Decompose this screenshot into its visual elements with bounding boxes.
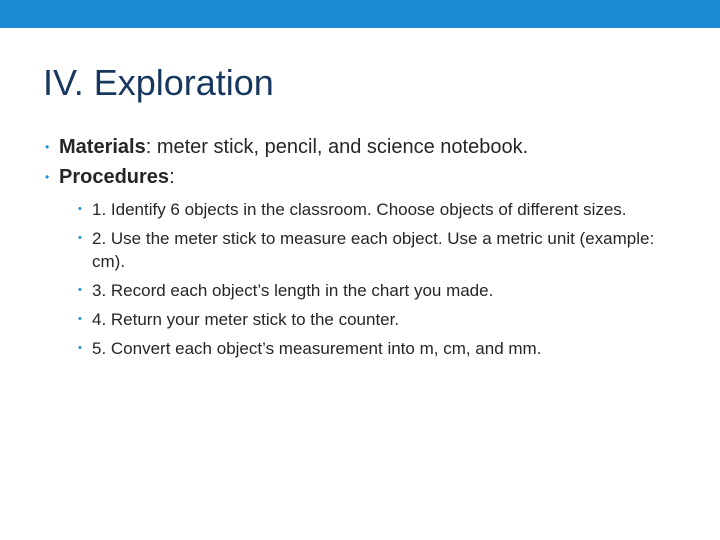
procedures-text: : bbox=[169, 166, 175, 188]
bullet-dot-icon: • bbox=[78, 342, 82, 354]
procedure-step-text: 4. Return your meter stick to the counter. bbox=[92, 310, 400, 329]
procedure-step bbox=[78, 279, 668, 302]
top-accent-bar bbox=[0, 0, 720, 28]
procedures-step-list bbox=[78, 198, 668, 360]
procedure-step-text: 2. Use the meter stick to measure each object. Use a metric unit (example: cm). bbox=[92, 229, 655, 271]
procedure-step bbox=[78, 308, 668, 331]
procedure-step-text: 5. Convert each object’s measurement into m, cm, and mm. bbox=[92, 339, 542, 358]
bullet-materials bbox=[45, 132, 685, 162]
bullet-dot-icon: • bbox=[78, 232, 82, 244]
procedure-step bbox=[78, 337, 668, 360]
main-bullet-list bbox=[45, 132, 685, 366]
bullet-dot-icon: • bbox=[45, 170, 50, 184]
procedure-step bbox=[78, 227, 668, 273]
procedures-label: Procedures bbox=[59, 166, 170, 188]
bullet-dot-icon: • bbox=[78, 313, 82, 325]
procedure-step bbox=[78, 198, 668, 221]
procedure-step-text: 3. Record each object’s length in the chart you made. bbox=[92, 281, 494, 300]
procedure-step-text: 1. Identify 6 objects in the classroom. Choose objects of different sizes. bbox=[92, 200, 627, 219]
materials-label: Materials bbox=[59, 136, 146, 158]
bullet-procedures bbox=[45, 162, 685, 360]
slide-title: IV. Exploration bbox=[43, 62, 274, 103]
bullet-dot-icon: • bbox=[78, 284, 82, 296]
bullet-dot-icon: • bbox=[45, 140, 50, 154]
materials-text: : meter stick, pencil, and science notebook. bbox=[145, 136, 529, 158]
bullet-dot-icon: • bbox=[78, 203, 82, 215]
